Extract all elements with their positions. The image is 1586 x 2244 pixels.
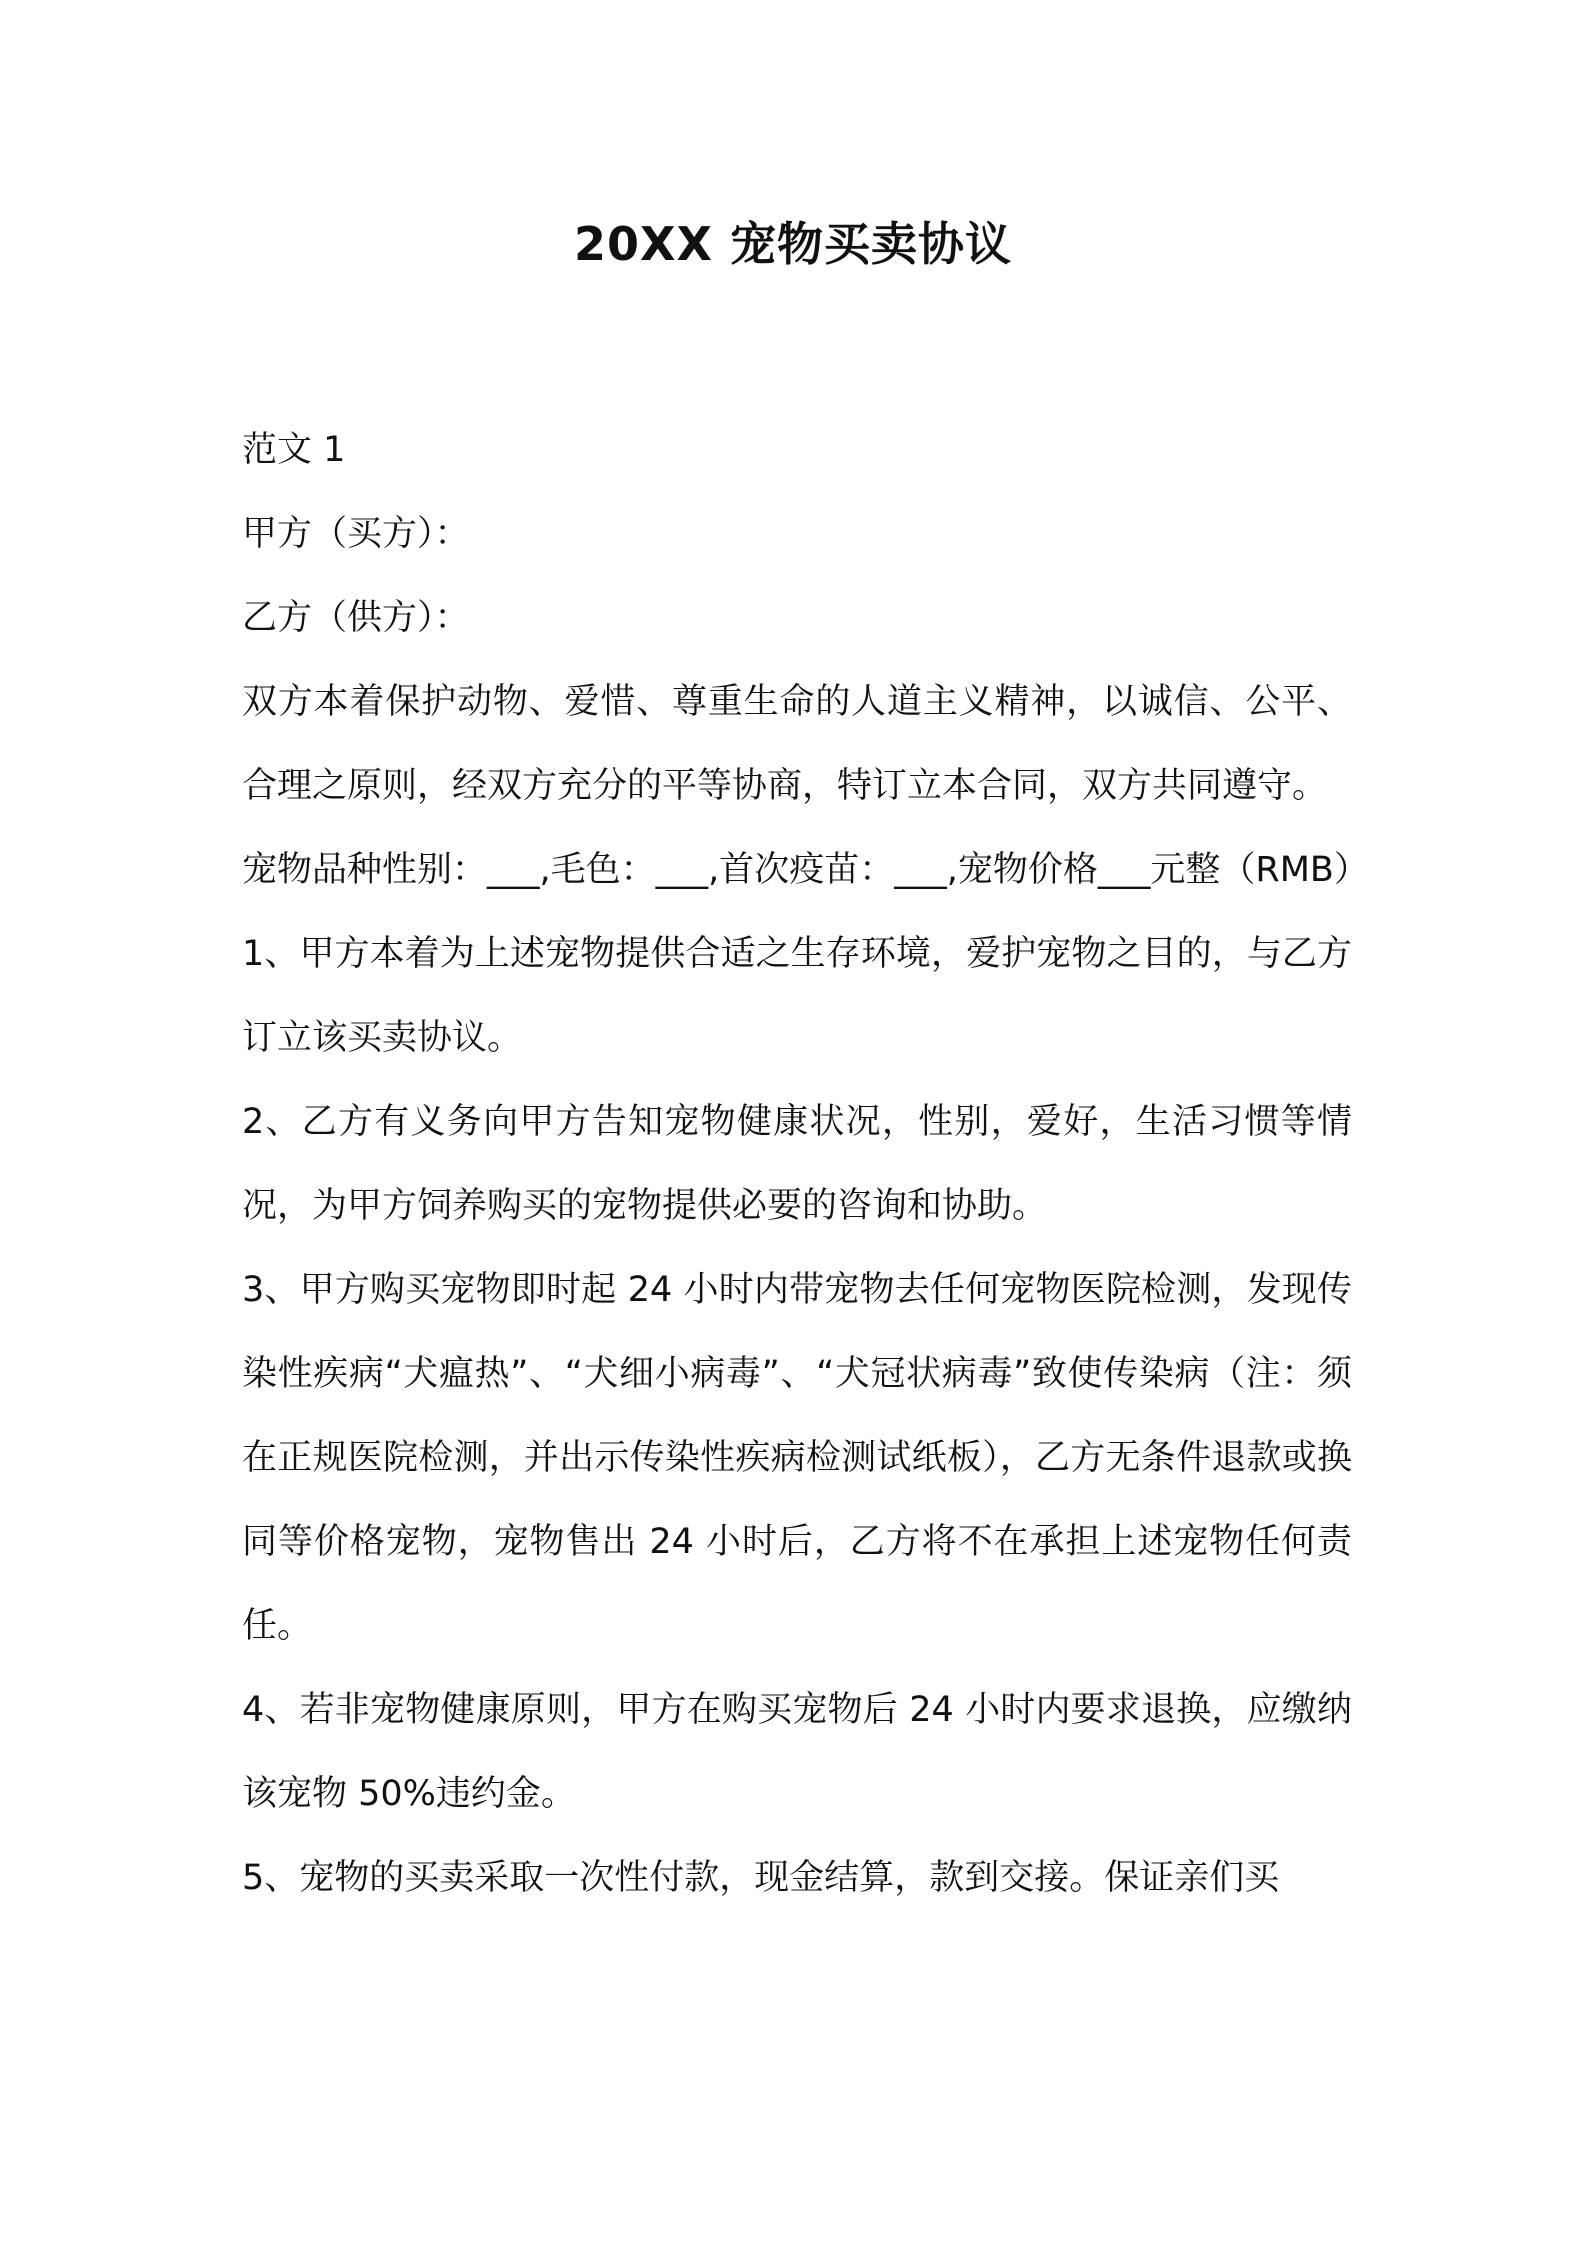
clause-5: 5、宠物的买卖采取一次性付款，现金结算，款到交接。保证亲们买 (242, 1858, 1280, 1898)
sample-label: 范文 1 (242, 430, 346, 470)
party-a-line: 甲方（买方）： (242, 514, 470, 554)
document-title: 20XX 宠物买卖协议 (574, 217, 1012, 271)
pet-details-paragraph: 宠物品种性别：___,毛色：___,首次疫苗：___,宠物价格___元整（RMB） (242, 850, 1369, 890)
preamble-paragraph: 双方本着保护动物、爱惜、尊重生命的人道主义精神，以诚信、公平、合理之原则，经双方充分的平等协商，特订立本合同，双方共同遵守。 (242, 682, 1352, 806)
clause-1: 1、甲方本着为上述宠物提供合适之生存环境，爱护宠物之目的，与乙方订立该买卖协议。 (242, 934, 1352, 1058)
party-b-line: 乙方（供方）： (242, 598, 470, 638)
clause-3: 3、甲方购买宠物即时起 24 小时内带宠物去任何宠物医院检测，发现传染性疾病“犬瘟热”、“犬细小病毒”、“犬冠状病毒”致使传染病（注：须在正规医院检测，并出示传染性疾病检测试纸板），乙方无条件退款或换同等价格宠物，宠物售出 24 小时后，乙方将不在承担上述宠物任何责任。 (242, 1270, 1352, 1646)
clause-4: 4、若非宠物健康原则，甲方在购买宠物后 24 小时内要求退换，应缴纳该宠物 50%违约金。 (242, 1690, 1352, 1814)
document-body (242, 408, 1369, 1920)
clause-2: 2、乙方有义务向甲方告知宠物健康状况，性别，爱好，生活习惯等情况，为甲方饲养购买的宠物提供必要的咨询和协助。 (242, 1102, 1352, 1226)
